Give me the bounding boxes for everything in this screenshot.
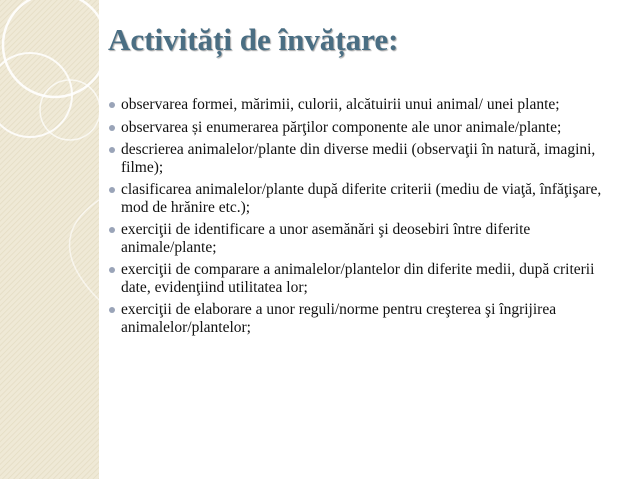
bullet-icon [109,102,115,108]
list-item [104,261,624,296]
decorative-side-band [0,0,99,479]
list-item [104,119,624,136]
list-item [104,221,624,256]
slide-title: Activități de învățare: [108,22,399,57]
list-item [104,96,624,113]
list-item [104,301,624,336]
bullet-text: observarea și enumerarea părţilor componente ale unor animale/plante; [121,118,562,136]
bullet-text: clasificarea animalelor/plante după diferite criterii (mediu de viaţă, înfăţişare, mod de hrănire etc.); [121,181,602,216]
bullet-text: exerciţii de comparare a animalelor/plantelor din diferite medii, după criterii date, evidenţiind utilitatea lor; [121,261,595,296]
bullet-icon [109,307,115,313]
bullet-icon [109,147,115,153]
bullet-icon [109,267,115,273]
list-item [104,181,624,216]
bullet-icon [109,227,115,233]
bullet-text: exerciţii de identificare a unor asemănări şi deosebiri între diferite animale/plante; [121,221,531,256]
bullet-icon [109,187,115,193]
bullet-list [104,96,624,341]
bullet-text: exerciţii de elaborare a unor reguli/norme pentru creşterea şi îngrijirea animalelor/plantelor; [121,301,557,336]
bullet-icon [109,125,115,131]
list-item [104,141,624,176]
bullet-text: observarea formei, mărimii, culorii, alcătuirii unui animal/ unei plante; [121,96,560,113]
bullet-text: descrierea animalelor/plante din diverse medii (observaţii în natură, imagini, filme); [121,141,596,176]
decorative-circles-graphic [0,0,99,479]
